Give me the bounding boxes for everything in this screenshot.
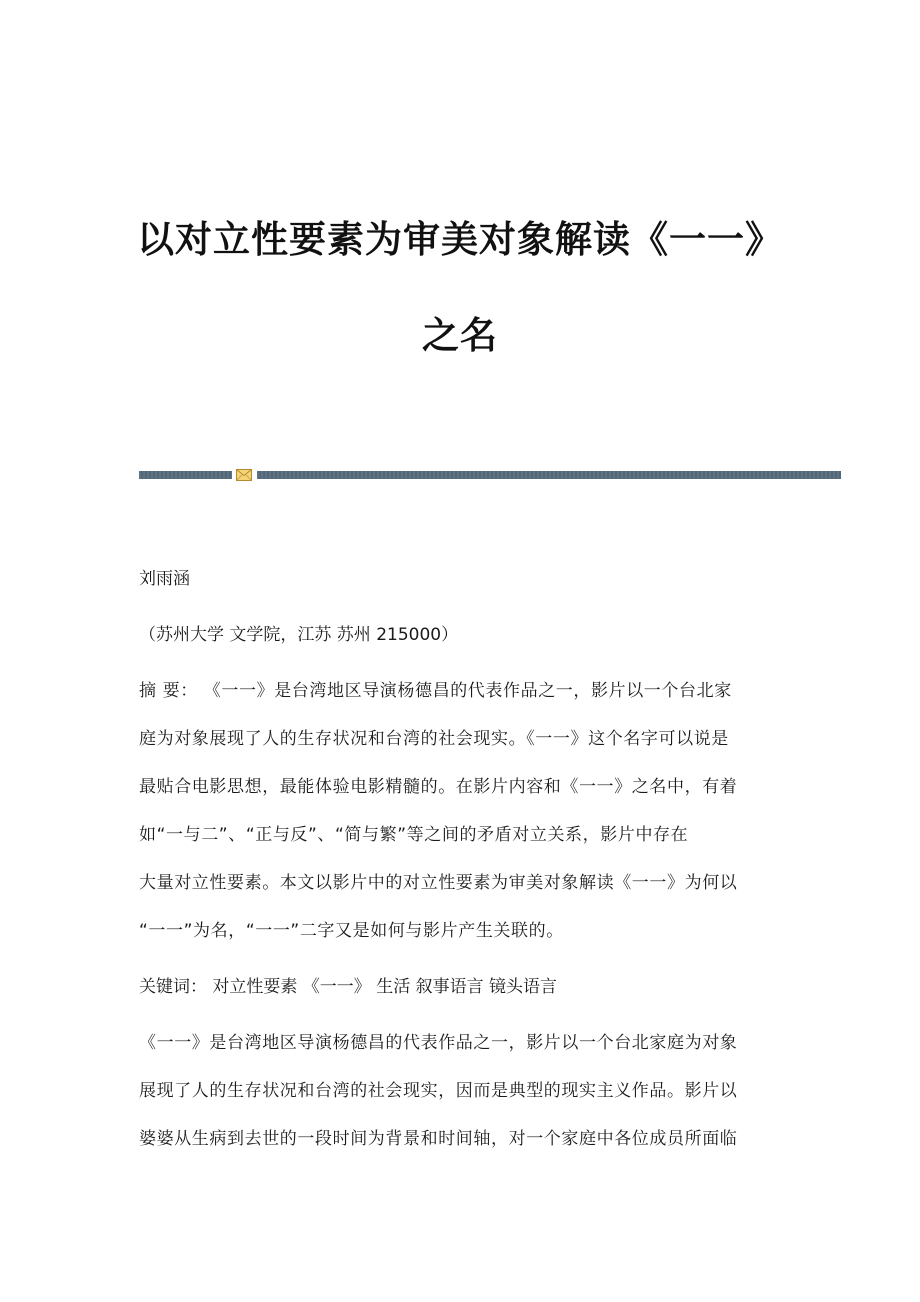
paper-title-line-1: 以对立性要素为审美对象解读《一一》 xyxy=(137,218,783,261)
body-line: 展现了人的生存状况和台湾的社会现实，因而是典型的现实主义作品。影片以 xyxy=(139,1081,738,1101)
abstract-line: 摘 要： 《一一》是台湾地区导演杨德昌的代表作品之一，影片以一个台北家 xyxy=(139,681,732,701)
author-name: 刘雨涵 xyxy=(139,569,190,589)
abstract-line: 最贴合电影思想，最能体验电影精髓的。在影片内容和《一一》之名中，有着 xyxy=(139,777,738,797)
body-line: 《一一》是台湾地区导演杨德昌的代表作品之一，影片以一个台北家庭为对象 xyxy=(139,1033,738,1053)
paper-title-line-2: 之名 xyxy=(422,314,498,357)
abstract-line: 大量对立性要素。本文以影片中的对立性要素为审美对象解读《一一》为何以 xyxy=(139,873,738,893)
body-line: 婆婆从生病到去世的一段时间为背景和时间轴，对一个家庭中各位成员所面临 xyxy=(139,1129,738,1149)
envelope-icon xyxy=(236,469,252,481)
abstract-line: 如“一与二”、“正与反”、“简与繁”等之间的矛盾对立关系，影片中存在 xyxy=(139,825,689,845)
divider-bar-left xyxy=(139,471,232,479)
abstract-line: 庭为对象展现了人的生存状况和台湾的社会现实。《一一》这个名字可以说是 xyxy=(139,729,729,749)
title-divider xyxy=(139,469,841,481)
keywords-line: 关键词： 对立性要素 《一一》 生活 叙事语言 镜头语言 xyxy=(139,977,558,997)
divider-bar-right xyxy=(257,471,841,479)
author-affiliation: （苏州大学 文学院，江苏 苏州 215000） xyxy=(139,625,459,645)
abstract-line: “一一”为名，“一一”二字又是如何与影片产生关联的。 xyxy=(139,921,564,941)
